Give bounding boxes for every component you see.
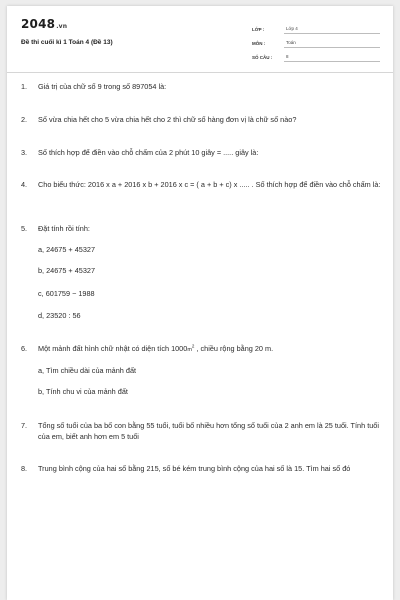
meta-row-subject [252,35,380,48]
exam-header [7,6,393,72]
question-number: 6. [21,344,28,353]
site-logo[interactable] [21,17,67,31]
question-text: Trung bình cộng của hai số bằng 215, số bé kém trung bình cộng của hai số là 15. Tìm hai số đó [38,464,351,473]
question-text: Cho biểu thức: 2016 x a + 2016 x b + 2016 x c = ( a + b + c) x ..... . Số thích hợp để điền vào chỗ chấm là: [38,180,381,189]
question-number: 5. [21,224,28,233]
question-text: Số vừa chia hết cho 5 vừa chia hết cho 2 thì chữ số hàng đơn vị là chữ số nào? [38,115,297,124]
question-number: 2. [21,115,28,124]
question-8 [21,463,381,474]
question-text: Đặt tính rồi tính: [38,224,90,233]
question-7 [21,420,381,442]
question-number: 4. [21,180,28,189]
exam-page [7,6,393,600]
header-divider [7,72,393,73]
question-6-item-a: a, Tìm chiều dài của mảnh đất [38,366,137,375]
question-1 [21,81,381,92]
question-text: Tổng số tuổi của ba bố con bằng 55 tuổi, tuổi bố nhiều hơn tổng số tuổi của 2 anh em là 25 tuổi. Tính tuổi của em, biết anh hơn em 5 tuổi [38,421,379,441]
question-5-item-c: c, 601759 − 1988 [38,289,95,298]
meta-row-count [252,49,380,62]
question-5 [21,223,381,234]
question-text-after: , chiều rộng bằng 20 m. [194,344,274,353]
meta-value: Toán [284,40,380,48]
meta-value: Lớp 4 [284,26,380,34]
meta-label: SỐ CÂU : [252,55,273,60]
logo-main: 2048 [21,17,56,31]
exam-title: Đề thi cuối kì 1 Toán 4 (Đề 13) [21,39,113,46]
question-text: Số thích hợp để điền vào chỗ chấm của 2 phút 10 giây = ..... giây là: [38,148,259,157]
area-unit-exponent: 2 [191,343,195,349]
question-2 [21,114,381,125]
question-number: 7. [21,421,28,430]
question-5-item-a: a, 24675 + 45327 [38,245,96,254]
question-6 [21,343,381,356]
meta-label: MÔN : [252,41,266,46]
question-5-item-d: d, 23520 : 56 [38,311,81,320]
area-unit: m [187,347,192,353]
question-number: 8. [21,464,28,473]
question-6-item-b: b, Tính chu vi của mảnh đất [38,387,128,396]
exam-meta [252,21,380,63]
question-number: 1. [21,82,28,91]
question-4 [21,179,381,190]
logo-sub: .vn [56,23,68,30]
question-5-item-b: b, 24675 + 45327 [38,266,96,275]
question-text [38,343,381,356]
question-3 [21,147,381,158]
question-text-before: Một mảnh đất hình chữ nhật có diện tích 1000 [38,344,188,353]
question-number: 3. [21,148,28,157]
question-text: Giá trị của chữ số 9 trong số 897054 là: [38,82,167,91]
meta-label: LỚP : [252,27,265,32]
meta-value: 8 [284,54,380,62]
meta-row-class [252,21,380,34]
